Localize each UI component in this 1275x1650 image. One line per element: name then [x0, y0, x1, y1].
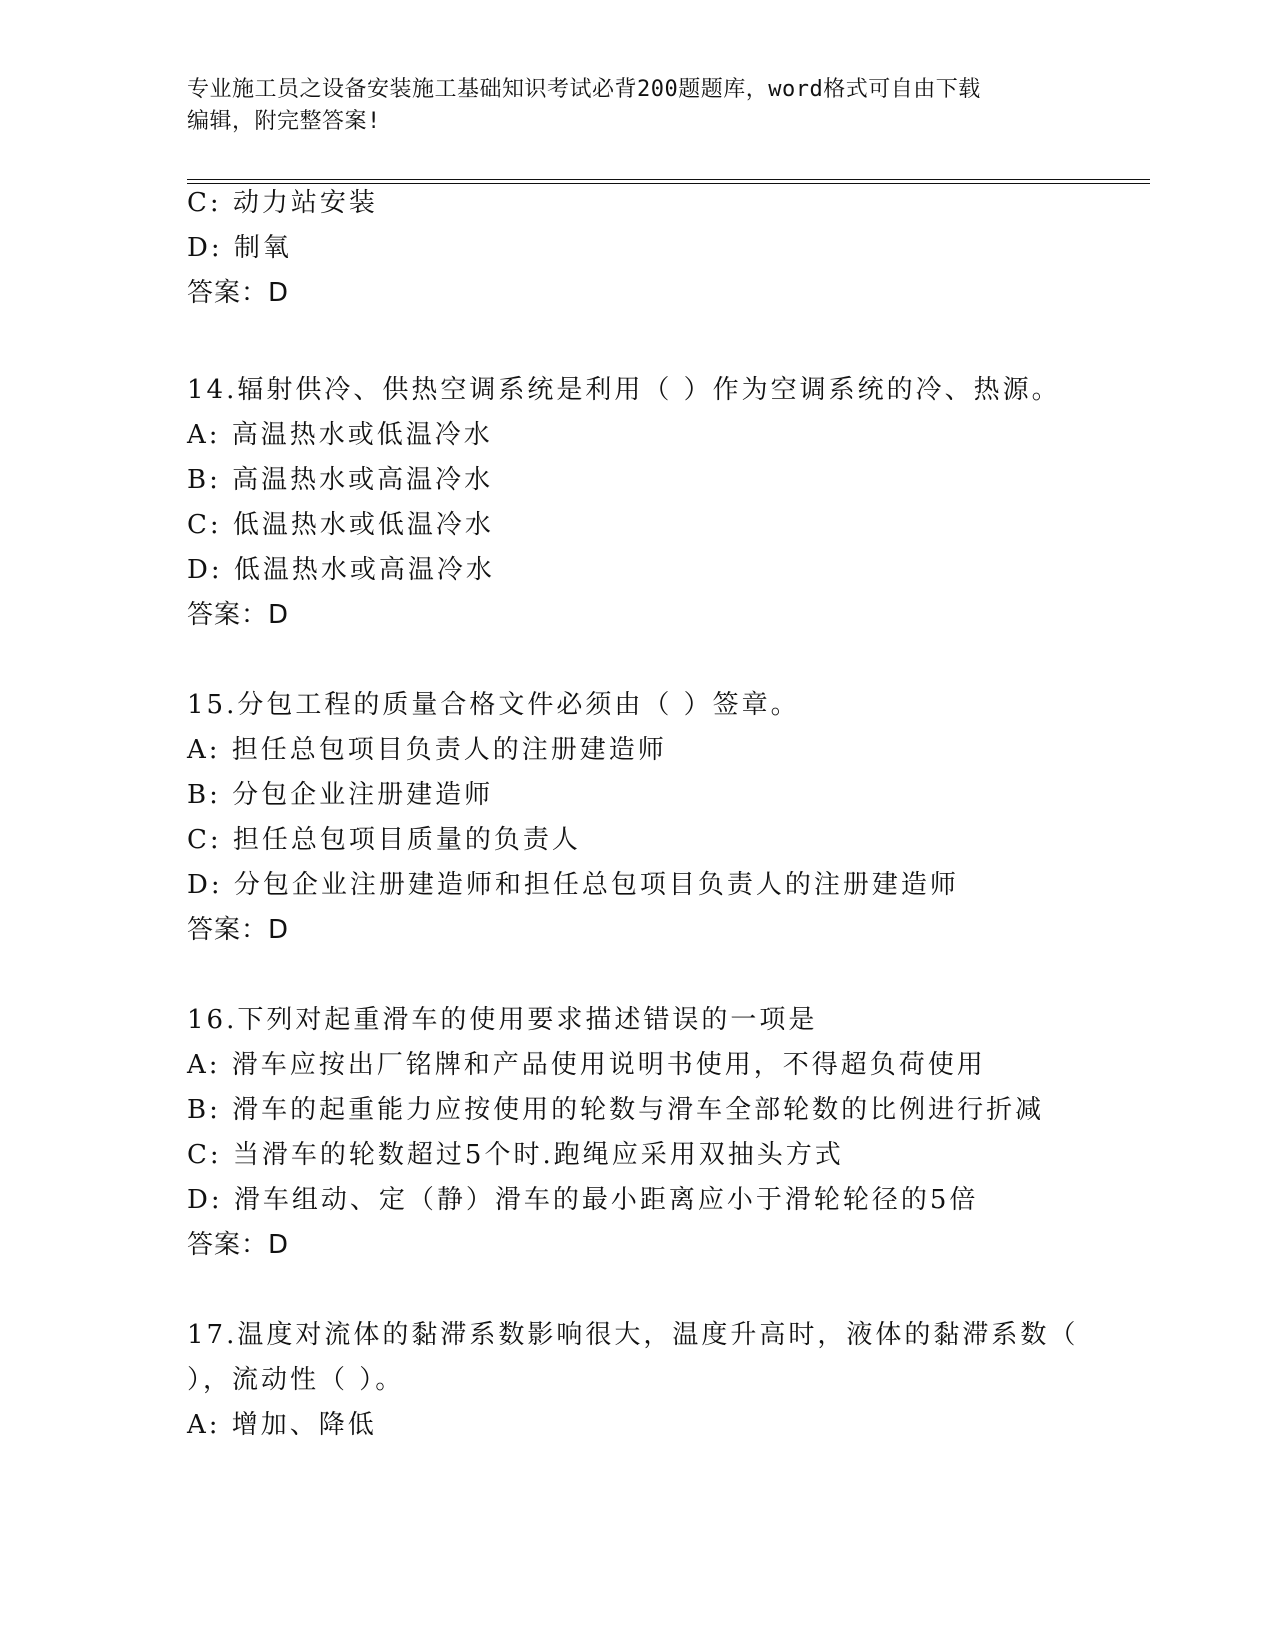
- q14-option-d: D: 低温热水或高温冷水: [187, 555, 495, 585]
- q13-answer: 答案：D: [187, 278, 290, 308]
- q16-option-c: C: 当滑车的轮数超过5个时.跑绳应采用双抽头方式: [187, 1140, 844, 1170]
- q14-question: 14.辐射供冷、供热空调系统是利用（ ）作为空调系统的冷、热源。: [187, 375, 1061, 405]
- q15-option-c: C: 担任总包项目质量的负责人: [187, 825, 581, 855]
- header-line-1: 专业施工员之设备安装施工基础知识考试必背200题题库，word格式可自由下载: [187, 77, 981, 102]
- q15-option-a: A: 担任总包项目负责人的注册建造师: [187, 735, 667, 765]
- q14-answer: 答案：D: [187, 600, 290, 630]
- q16-option-d: D: 滑车组动、定（静）滑车的最小距离应小于滑轮轮径的5倍: [187, 1185, 979, 1215]
- document-header: [187, 74, 1087, 138]
- q16-question: 16.下列对起重滑车的使用要求描述错误的一项是: [187, 1005, 818, 1035]
- header-line-2: 编辑，附完整答案!: [187, 109, 381, 134]
- q16-option-a: A: 滑车应按出厂铭牌和产品使用说明书使用，不得超负荷使用: [187, 1050, 986, 1080]
- q13-option-c: C: 动力站安装: [187, 188, 378, 218]
- q15-option-b: B: 分包企业注册建造师: [187, 780, 494, 810]
- q17-question-line-1: 17.温度对流体的黏滞系数影响很大，温度升高时，液体的黏滞系数（: [187, 1320, 1079, 1350]
- q15-answer: 答案：D: [187, 915, 290, 945]
- q16-answer: 答案：D: [187, 1230, 290, 1260]
- q17-option-a: A: 增加、降低: [187, 1410, 377, 1440]
- q15-question: 15.分包工程的质量合格文件必须由（ ）签章。: [187, 690, 800, 720]
- q14-option-a: A: 高温热水或低温冷水: [187, 420, 493, 450]
- q14-option-c: C: 低温热水或低温冷水: [187, 510, 494, 540]
- q16-option-b: B: 滑车的起重能力应按使用的轮数与滑车全部轮数的比例进行折减: [187, 1095, 1045, 1125]
- q15-option-d: D: 分包企业注册建造师和担任总包项目负责人的注册建造师: [187, 870, 959, 900]
- header-divider-bottom: [187, 183, 1150, 184]
- q13-option-d: D: 制氧: [187, 233, 292, 263]
- q14-option-b: B: 高温热水或高温冷水: [187, 465, 494, 495]
- q17-question-line-2: ），流动性（ ）。: [187, 1365, 405, 1395]
- header-divider-top: [187, 179, 1150, 180]
